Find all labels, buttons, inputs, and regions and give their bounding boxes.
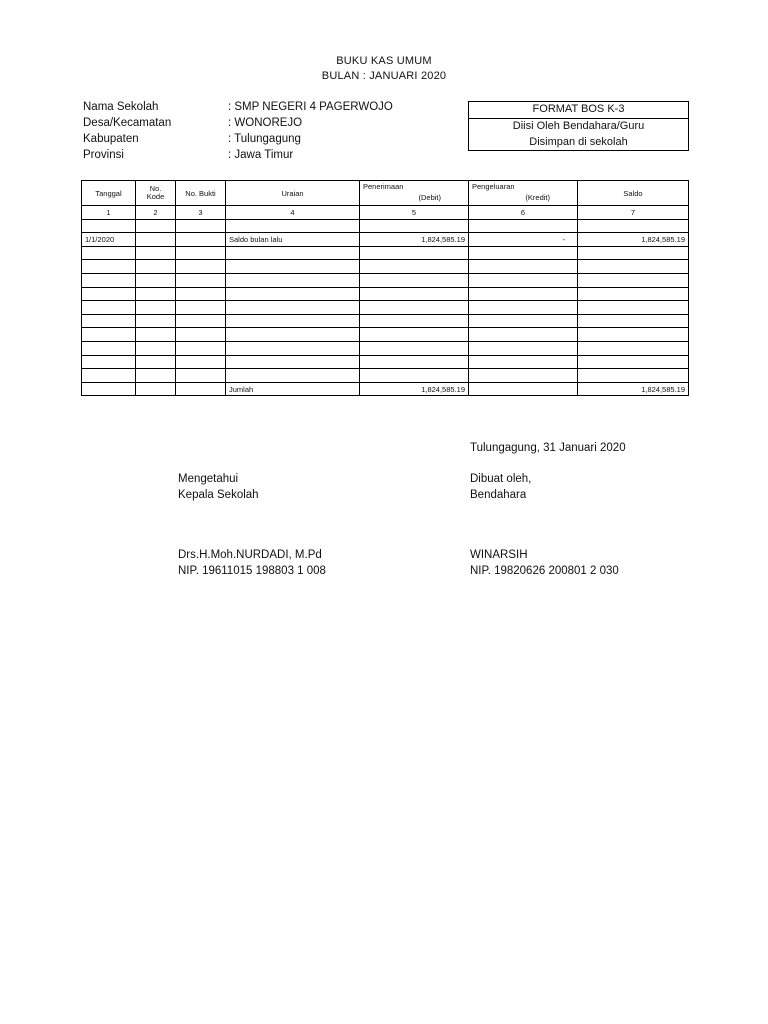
format-filled-by: Diisi Oleh Bendahara/Guru: [512, 120, 645, 132]
info-value-desa-kecamatan: : WONOREJO: [228, 117, 303, 129]
table-row-empty: [82, 328, 689, 342]
table-row-empty: [82, 341, 689, 355]
table-row-empty: [82, 273, 689, 287]
column-number: 3: [176, 206, 226, 220]
cell-uraian: Saldo bulan lalu: [226, 233, 360, 247]
document-subtitle: BULAN : JANUARI 2020: [321, 70, 447, 82]
format-storage: Disimpan di sekolah: [529, 136, 628, 148]
table-row-empty: [82, 301, 689, 315]
column-number: 2: [136, 206, 176, 220]
total-saldo: 1,824,585.19: [578, 382, 689, 396]
info-label-nama-sekolah: Nama Sekolah: [83, 101, 159, 113]
header-penerimaan: [360, 181, 469, 206]
column-number: 1: [82, 206, 136, 220]
table-total-row: [82, 382, 689, 396]
table-row-saldo-awal: [82, 233, 689, 247]
column-number: 7: [578, 206, 689, 220]
header-kredit-label: (Kredit): [525, 193, 550, 202]
table-row-empty: [82, 246, 689, 260]
signature-right-line1: Dibuat oleh,: [470, 473, 532, 485]
header-saldo: Saldo: [578, 181, 689, 206]
signature-right-line2: Bendahara: [470, 489, 527, 501]
total-label: Jumlah: [226, 382, 360, 396]
table-row-empty: [82, 287, 689, 301]
column-number: 5: [360, 206, 469, 220]
table-row-empty: [82, 219, 689, 233]
format-box: [468, 101, 689, 151]
treasurer-nip: NIP. 19820626 200801 2 030: [470, 565, 619, 577]
cell-bukti: [176, 233, 226, 247]
headmaster-name: Drs.H.Moh.NURDADI, M.Pd: [178, 549, 322, 561]
table-row-empty: [82, 260, 689, 274]
document-title: BUKU KAS UMUM: [336, 55, 432, 67]
cell-penerimaan: 1,824,585.19: [360, 233, 469, 247]
header-no-bukti: No. Bukti: [176, 181, 226, 206]
signature-place-date: Tulungagung, 31 Januari 2020: [470, 442, 626, 454]
info-value-nama-sekolah: : SMP NEGERI 4 PAGERWOJO: [228, 101, 393, 113]
info-label-provinsi: Provinsi: [83, 149, 124, 161]
cell-pengeluaran: -: [469, 233, 578, 247]
total-pengeluaran: [469, 382, 578, 396]
info-label-kabupaten: Kabupaten: [83, 133, 139, 145]
header-tanggal: Tanggal: [82, 181, 136, 206]
headmaster-nip: NIP. 19611015 198803 1 008: [178, 565, 326, 577]
table-row-empty: [82, 369, 689, 383]
cell-tanggal: 1/1/2020: [82, 233, 136, 247]
ledger-table: [81, 180, 689, 396]
format-code: FORMAT BOS K-3: [469, 102, 688, 119]
table-row-empty: [82, 355, 689, 369]
table-header-row: [82, 181, 689, 206]
cell-saldo: 1,824,585.19: [578, 233, 689, 247]
info-value-provinsi: : Jawa Timur: [228, 149, 294, 161]
total-penerimaan: 1,824,585.19: [360, 382, 469, 396]
header-no-kode: [136, 181, 176, 206]
info-value-kabupaten: : Tulungagung: [228, 133, 301, 145]
header-pengeluaran-label: Pengeluaran: [472, 182, 515, 191]
info-label-desa-kecamatan: Desa/Kecamatan: [83, 117, 172, 129]
signature-left-line2: Kepala Sekolah: [178, 489, 259, 501]
column-number: 4: [226, 206, 360, 220]
column-number-row: [82, 206, 689, 220]
header-kode-line1: No.: [149, 184, 162, 193]
treasurer-name: WINARSIH: [470, 549, 528, 561]
header-penerimaan-label: Penerimaan: [363, 182, 404, 191]
header-debit-label: (Debit): [418, 193, 441, 202]
header-uraian: Uraian: [226, 181, 360, 206]
column-number: 6: [469, 206, 578, 220]
header-pengeluaran: [469, 181, 578, 206]
header-kode-line2: Kode: [146, 192, 165, 201]
cell-kode: [136, 233, 176, 247]
table-row-empty: [82, 314, 689, 328]
signature-left-line1: Mengetahui: [178, 473, 239, 485]
